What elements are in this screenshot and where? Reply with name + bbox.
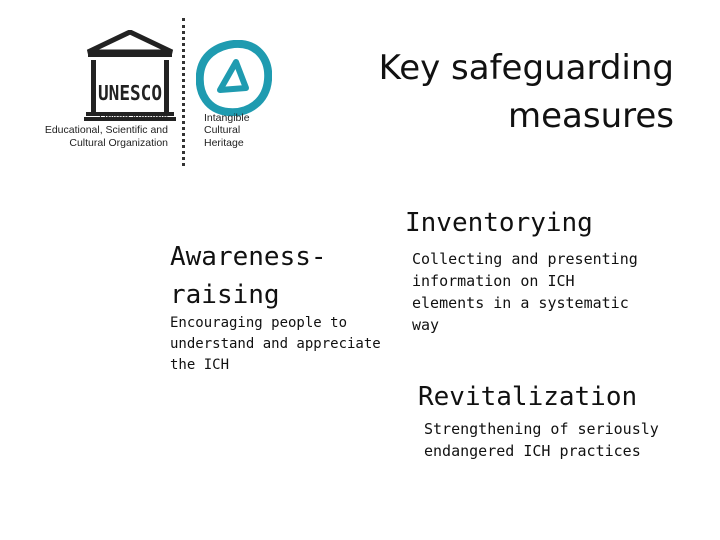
ich-line-2: Cultural — [204, 124, 241, 136]
unesco-wordmark: UNESCO — [98, 81, 162, 105]
unesco-org-line-2: Educational, Scientific and — [44, 124, 168, 136]
awareness-description: Encouraging people to understand and appreciate the ICH — [170, 315, 381, 373]
awareness-heading: Awareness-raising — [170, 242, 327, 310]
ich-line-3: Heritage — [204, 137, 244, 149]
unesco-org-line-3: Cultural Organization — [69, 137, 168, 149]
slide-title — [379, 44, 674, 140]
unesco-org-line-1: United Nations — [99, 112, 168, 124]
title-line-2: measures — [508, 96, 674, 136]
title-line-1: Key safeguarding — [378, 48, 674, 88]
unesco-temple-logo — [84, 30, 176, 122]
ich-logo-icon — [196, 40, 272, 116]
revitalization-description: Strengthening of seriously endangered ICH practices — [424, 420, 659, 460]
inventorying-heading: Inventorying — [405, 208, 593, 238]
inventorying-description: Collecting and presenting information on ICH elements in a systematic way — [412, 250, 638, 334]
logo-divider — [182, 18, 185, 166]
revitalization-heading: Revitalization — [418, 382, 638, 412]
ich-line-1: Intangible — [204, 112, 250, 124]
